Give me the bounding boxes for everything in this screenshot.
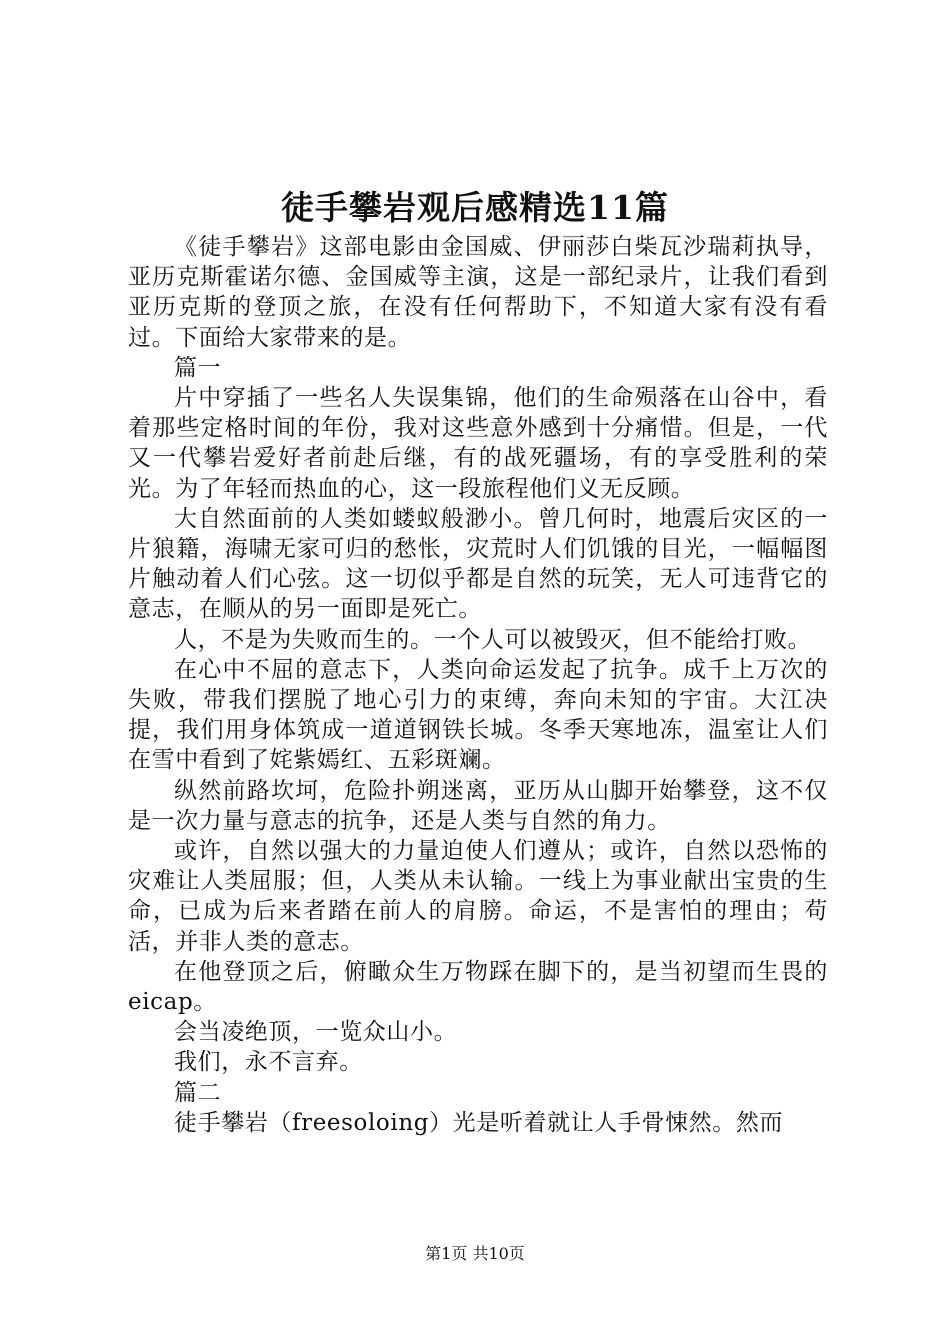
page-number-footer: 第1页 共10页 [425, 1244, 525, 1263]
paragraph: 片中穿插了一些名人失误集锦，他们的生命殒落在山谷中，看着那些定格时间的年份，我对这些意外感到十分痛惜。但是，一代又一代攀岩爱好者前赴后继，有的战死疆场，有的享受胜利的荣光。为了年轻而热血的心，这一段旅程他们义无反顾。 [128, 385, 828, 502]
paragraph-intro: 《徒手攀岩》这部电影由金国威、伊丽莎白柴瓦沙瑞莉执导，亚历克斯霍诺尔德、金国威等主演，这是一部纪录片，让我们看到亚历克斯的登顶之旅，在没有任何帮助下，不知道大家有没有看过。下面给大家带来的是。 [128, 234, 828, 351]
paragraph: 大自然面前的人类如蝼蚁般渺小。曾几何时，地震后灾区的一片狼籍，海啸无家可归的愁怅，灾荒时人们饥饿的目光，一幅幅图片触动着人们心弦。这一切似乎都是自然的玩笑，无人可违背它的意志，在顺从的另一面即是死亡。 [128, 505, 828, 623]
paragraph: 徒手攀岩（freesoloing）光是听着就让人手骨悚然。然而 [174, 1109, 784, 1136]
paragraph: 或许，自然以强大的力量迫使人们遵从；或许，自然以恐怖的灾难让人类屈服；但，人类从未认输。一线上为事业献出宝贵的生命，已成为后来者踏在前人的肩膀。命运，不是害怕的理由；苟活，并非人类的意志。 [128, 838, 828, 955]
paragraph: 在心中不屈的意志下，人类向命运发起了抗争。成千上万次的失败，带我们摆脱了地心引力的束缚，奔向未知的宇宙。大江决提，我们用身体筑成一道道钢铁长城。冬季天寒地冻，温室让人们在雪中看到了姹紫嫣红、五彩斑斓。 [128, 656, 828, 774]
document-title: 徒手攀岩观后感精选11篇 [281, 188, 669, 227]
document-body [128, 232, 828, 1138]
section-heading-2: 篇二 [174, 1079, 222, 1106]
section-heading-1: 篇一 [174, 354, 222, 381]
paragraph: 纵然前路坎坷，危险扑朔迷离，亚历从山脚开始攀登，这不仅是一次力量与意志的抗争，还是人类与自然的角力。 [128, 777, 828, 834]
paragraph: 我们，永不言弃。 [174, 1049, 363, 1076]
paragraph: 人，不是为失败而生的。一个人可以被毁灭，但不能给打败。 [174, 626, 812, 653]
paragraph: 在他登顶之后，俯瞰众生万物踩在脚下的，是当初望而生畏的eicap。 [128, 958, 828, 1016]
paragraph: 会当凌绝顶，一览众山小。 [174, 1019, 458, 1046]
